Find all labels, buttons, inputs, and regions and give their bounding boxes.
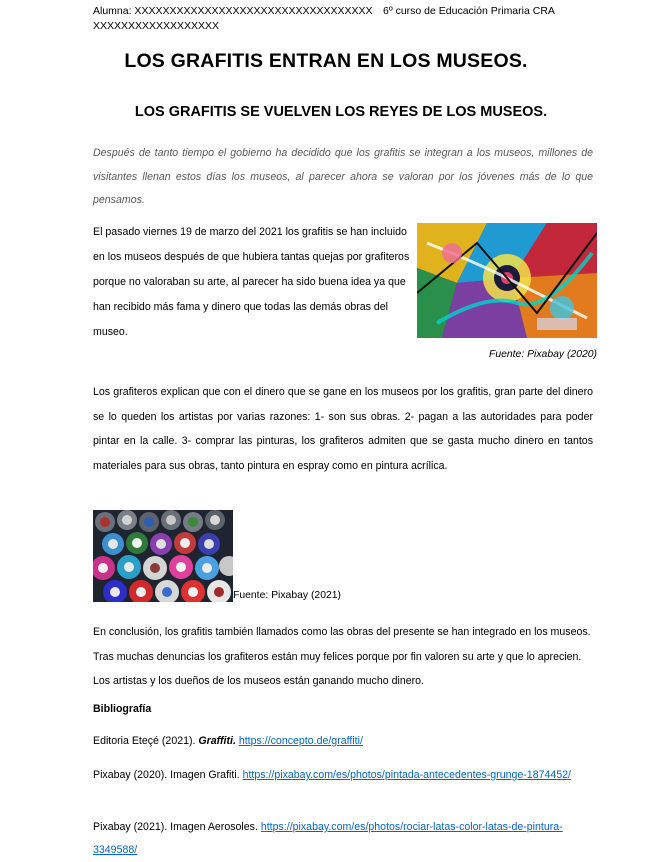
spray-cans-image <box>93 510 233 602</box>
course-label: 6º curso de Educación Primaria CRA <box>383 5 555 17</box>
bibliography-ref-1 <box>93 730 593 753</box>
article-subtitle: LOS GRAFITIS SE VUELVEN LOS REYES DE LOS MUSEOS. <box>134 104 548 120</box>
paragraph-1: El pasado viernes 19 de marzo del 2021 los grafitis se han incluido en los museos después de que hubiera tantas quejas por grafiteros porque no valoraban su arte, al parecer ha sido buena idea ya que han recibido más fama y dinero que todas las demás obras del museo. <box>93 226 410 338</box>
ref-3-author: Pixabay (2021). Imagen Aerosoles. <box>93 821 261 833</box>
ref-1-link[interactable]: https://concepto.de/graffiti/ <box>238 735 363 747</box>
paragraph-3: En conclusión, los grafitis también llamados como las obras del presente se han integrado en los museos. Tras muchas denuncias los grafiteros están muy felices porque por fin valoren su arte y que lo aprecien. Los artistas y los dueños de los museos están ganando mucho dinero. <box>93 626 591 687</box>
student-name: Alumna: XXXXXXXXXXXXXXXXXXXXXXXXXXXXXXXXXX <box>93 5 373 17</box>
student-name-continued: XXXXXXXXXXXXXXXXXX <box>93 20 220 32</box>
bibliography-title: Bibliografía <box>93 703 152 715</box>
bibliography-ref-3 <box>93 816 593 862</box>
article-title: LOS GRAFITIS ENTRAN EN LOS MUSEOS. <box>124 50 528 72</box>
spray-cans-photo <box>93 510 233 602</box>
ref-1-work: Graffiti. <box>198 735 236 747</box>
page-header <box>93 4 593 34</box>
image-caption-2: Fuente: Pixabay (2021) <box>233 590 342 601</box>
ref-2-author: Pixabay (2020). Imagen Grafiti. <box>93 769 243 781</box>
image-caption-1: Fuente: Pixabay (2020) <box>488 349 597 360</box>
graffiti-artwork <box>417 223 597 338</box>
bibliography-ref-2 <box>93 764 593 787</box>
ref-3-link[interactable]: https://pixabay.com/es/photos/rociar-latas-color-latas-de-pintura-3349588/ <box>93 821 563 856</box>
ref-1-author: Editoria Eteçé (2021). <box>93 735 199 747</box>
graffiti-image <box>417 223 597 338</box>
lead-paragraph: Después de tanto tiempo el gobierno ha decidido que los grafitis se integran a los museos, millones de visitantes llenan estos días los museos, al parecer ahora se valoran por los jóvenes más de lo que pensamos. <box>93 147 593 206</box>
ref-2-link[interactable]: https://pixabay.com/es/photos/pintada-antecedentes-grunge-1874452/ <box>242 769 571 781</box>
paragraph-2: Los grafiteros explican que con el dinero que se gane en los museos por los grafitis, gran parte del dinero se lo queden los artistas por varias razones: 1- son sus obras. 2- pagan a las autoridades para poder pintar en la calle. 3- comprar las pinturas, los grafiteros admiten que se gasta mucho dinero en tantos materiales para sus obras, tanto pintura en espray como en pintura acrílica. <box>93 386 593 472</box>
